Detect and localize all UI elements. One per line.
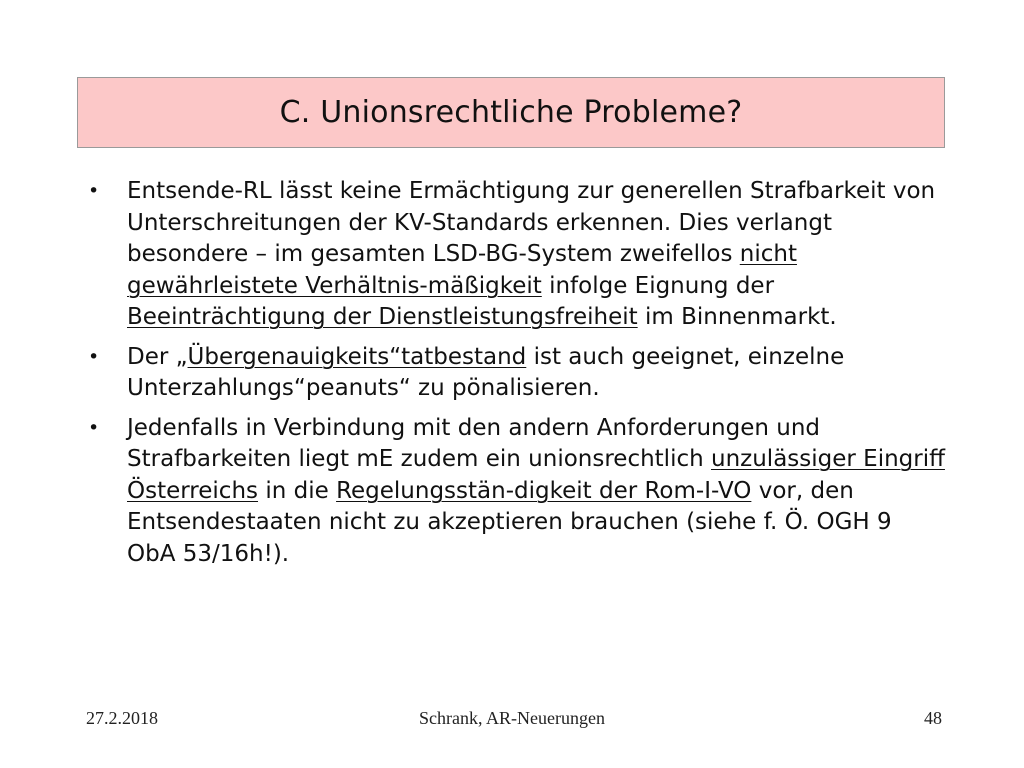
bullet-item: [86, 176, 946, 334]
bullet-item: [86, 342, 946, 405]
bullet-text: Jedenfalls in Verbindung mit den andern Anforderungen und Strafbarkeiten liegt mE zudem ein unionsrechtlich: [127, 414, 820, 472]
bullet-text: in die: [258, 477, 337, 504]
bullet-text: ist auch geeignet, einzelne Unterzahlungs“peanuts“ zu pönalisieren.: [127, 343, 845, 401]
bullet-text: im Binnenmarkt.: [637, 304, 837, 330]
slide-title: C. Unionsrechtliche Probleme?: [279, 95, 743, 130]
bullet-text: vor, den Entsendestaaten nicht zu akzeptieren brauchen (siehe f. Ö. OGH 9 ObA 53/16h!).: [127, 477, 892, 567]
underlined-phrase: Regelungsstän-digkeit der Rom-I-VO: [336, 477, 752, 504]
footer: [0, 708, 1024, 732]
underlined-phrase: Übergenauigkeits“tatbestand: [187, 343, 527, 370]
bullet-marker: •: [88, 345, 100, 368]
title-box: [77, 77, 945, 148]
bullet-list: [86, 176, 946, 578]
bullet-text: infolge Eignung der: [541, 272, 775, 299]
bullet-text: Entsende-RL lässt keine Ermächtigung zur generellen Strafbarkeit von Unterschreitungen der KV-Standards erkennen. Dies verlangt besondere – im gesamten LSD-BG-System zweifellos: [127, 178, 936, 267]
footer-date: 27.2.2018: [86, 708, 158, 728]
underlined-phrase: Beeinträchtigung der Dienstleistungsfreiheit: [127, 304, 638, 330]
bullet-marker: •: [88, 416, 100, 439]
bullet-marker: •: [88, 180, 100, 202]
footer-author-title: Schrank, AR-Neuerungen: [419, 708, 605, 728]
page-number: 48: [924, 708, 942, 728]
underlined-phrase: unzulässiger Eingriff Österreichs: [127, 446, 945, 504]
bullet-item: [86, 413, 946, 571]
underlined-phrase: nicht gewährleistete Verhältnis-mäßigkeit: [127, 241, 797, 299]
bullet-text: Der „: [127, 343, 188, 370]
